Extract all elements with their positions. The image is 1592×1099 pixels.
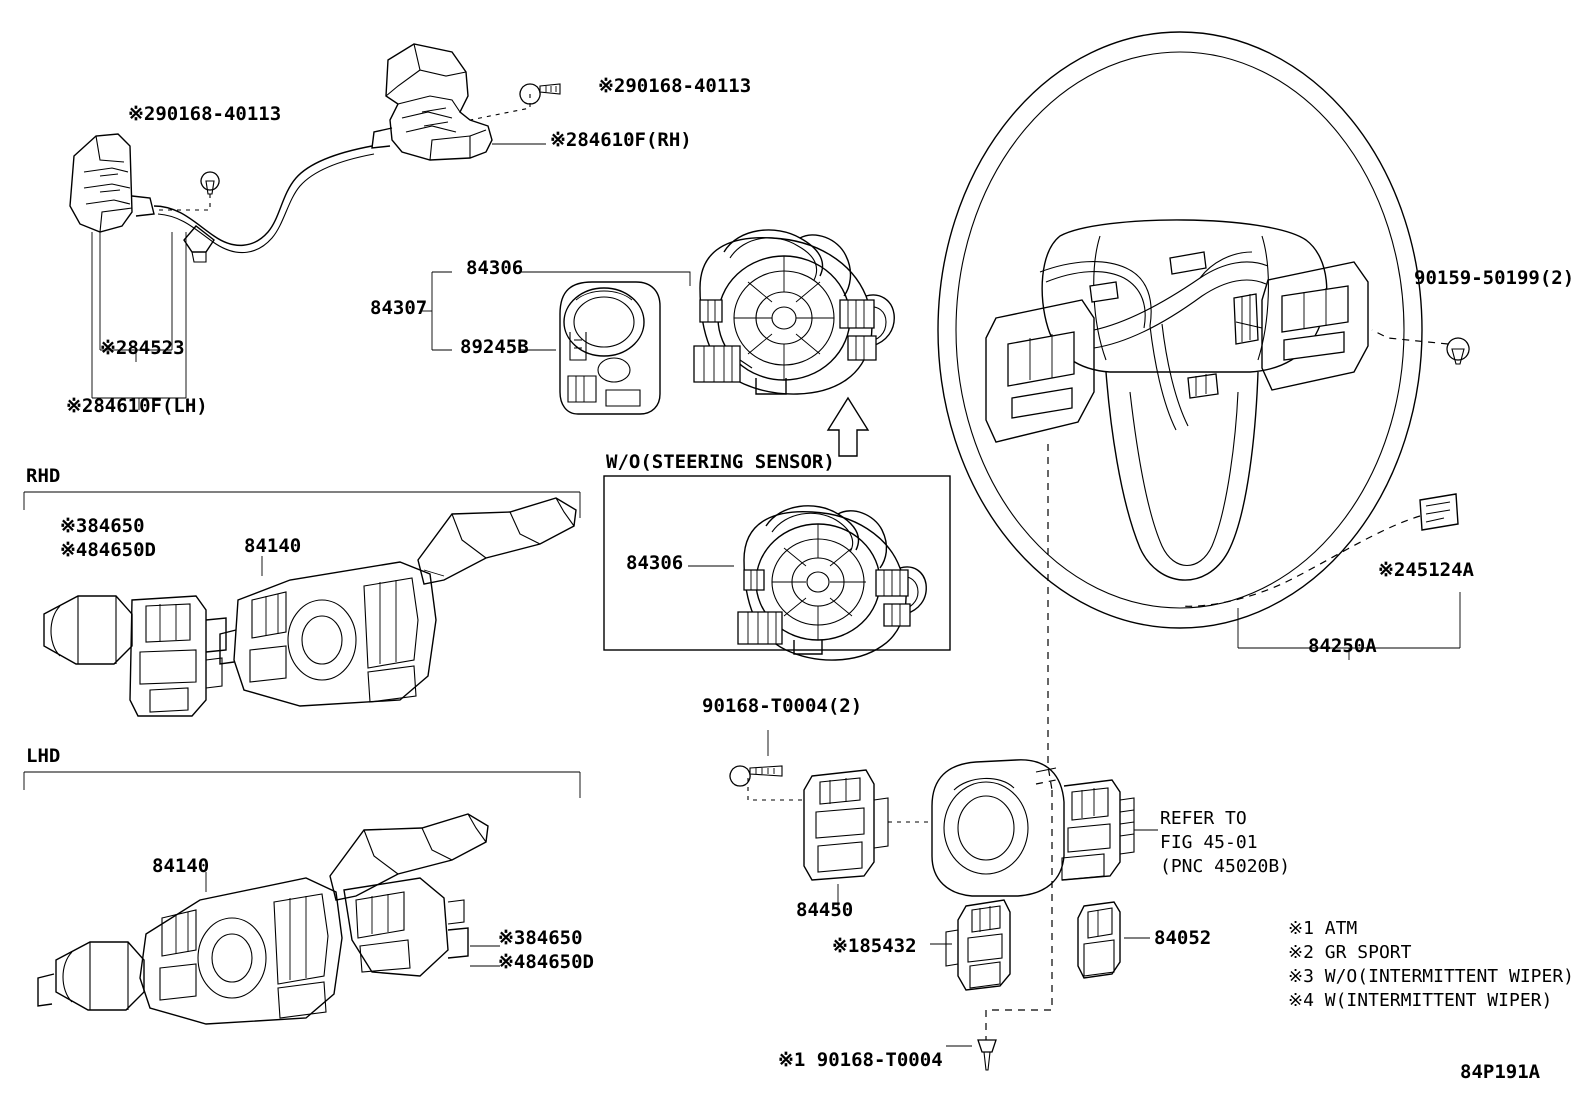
label-wo-steering-sensor: W/O(STEERING SENSOR) [606, 451, 835, 473]
steering-column-cover [932, 760, 1134, 896]
label-84650-rhd: ※384650 [60, 515, 145, 537]
rhd-switch-84650 [44, 596, 226, 716]
figure-code: 84P191A [1460, 1061, 1541, 1083]
steering-wheel [938, 32, 1469, 1046]
refer-to-note-line3: (PNC 45020B) [1160, 856, 1291, 877]
label-290168-40113-left: ※290168-40113 [128, 103, 282, 125]
paddle-switch-rh [372, 44, 492, 160]
label-rhd: RHD [26, 465, 61, 487]
label-290168-40113-right: ※290168-40113 [598, 75, 752, 97]
screw-90168-T0004 [978, 1040, 996, 1070]
footnote-3: ※3 W/O(INTERMITTENT WIPER) [1288, 966, 1575, 987]
label-84523: ※284523 [100, 337, 185, 359]
rhd-switch-84140 [220, 498, 576, 706]
footnote-1: ※1 ATM [1288, 918, 1358, 939]
label-84650D-lhd: ※484650D [498, 951, 594, 973]
label-84140-rhd: 84140 [244, 535, 302, 557]
refer-to-note-line1: REFER TO [1160, 808, 1247, 829]
paddle-switch-lh [70, 134, 154, 232]
label-45124A: ※245124A [1378, 559, 1474, 581]
part-85432 [946, 900, 1010, 990]
label-84450: 84450 [796, 899, 854, 921]
screw-290168-40113-lh [201, 172, 219, 194]
lhd-switch-84140 [38, 814, 488, 1024]
part-84052 [1078, 902, 1120, 978]
label-84307: 84307 [370, 297, 428, 319]
steering-sensor-89245B [560, 282, 660, 414]
label-84140-lhd: 84140 [152, 855, 210, 877]
label-90159-50199: 90159-50199(2) [1414, 267, 1575, 289]
spiral-cable-assembly [694, 230, 894, 394]
label-84306-top: 84306 [466, 257, 524, 279]
label-lhd: LHD [26, 745, 61, 767]
label-89245B: 89245B [460, 336, 529, 358]
label-90168-T0004-2: 90168-T0004(2) [702, 695, 863, 717]
label-84306-box: 84306 [626, 552, 684, 574]
label-84650D-rhd: ※484650D [60, 539, 156, 561]
screw-90168-T0004-2 [730, 766, 782, 786]
screw-290168-40113-rh [520, 84, 560, 104]
footnote-2: ※2 GR SPORT [1288, 942, 1412, 963]
label-90168-T0004: ※1 90168-T0004 [778, 1049, 943, 1071]
spiral-cable-no-sensor [738, 506, 926, 660]
label-84610F-lh: ※284610F(LH) [66, 395, 208, 417]
refer-to-note-line2: FIG 45-01 [1160, 832, 1258, 853]
label-85432: ※185432 [832, 935, 917, 957]
label-84250A: 84250A [1308, 635, 1377, 657]
footnote-4: ※4 W(INTERMITTENT WIPER) [1288, 990, 1553, 1011]
up-arrow [828, 398, 868, 456]
switch-84450 [804, 770, 888, 880]
label-84650-lhd: ※384650 [498, 927, 583, 949]
label-84052: 84052 [1154, 927, 1212, 949]
label-84610F-rh: ※284610F(RH) [550, 129, 692, 151]
